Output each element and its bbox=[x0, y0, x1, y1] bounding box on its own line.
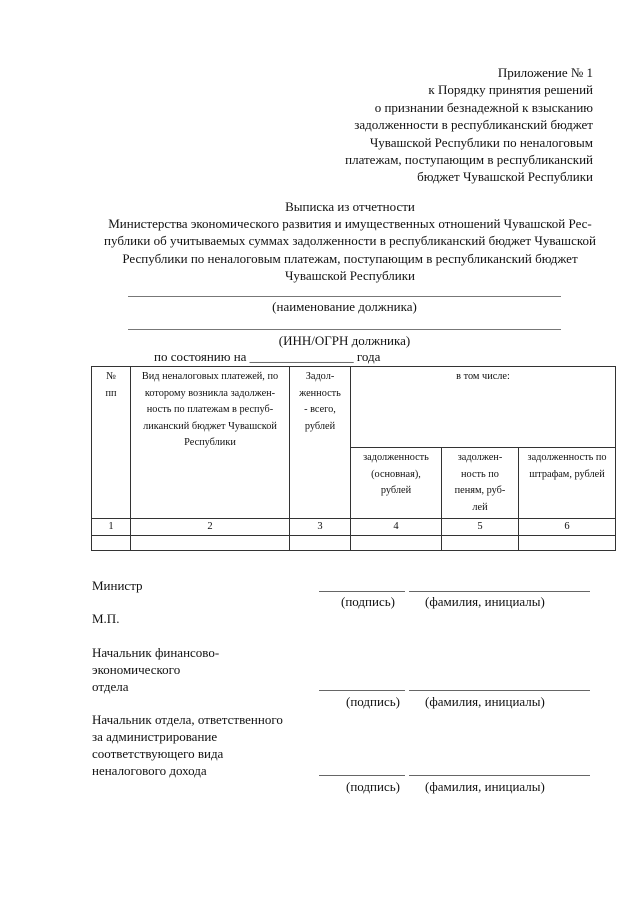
admin-head-signature-caption: (подпись) bbox=[346, 779, 400, 794]
table-cell[interactable] bbox=[519, 536, 616, 551]
column-number-row bbox=[92, 519, 616, 536]
appendix-line: платежам, поступающим в республиканский bbox=[345, 152, 593, 168]
header-cell-fine-debt bbox=[519, 448, 616, 519]
header-text: рублей bbox=[380, 485, 412, 496]
header-cell-including: в том числе: bbox=[351, 367, 616, 448]
header-text: № bbox=[106, 371, 116, 382]
finance-head-label bbox=[92, 644, 219, 695]
header-text: Вид неналоговых платежей, по bbox=[141, 371, 279, 382]
title-line: публики об учитываемых суммах задолженности в республиканский бюджет Чувашской bbox=[104, 233, 596, 249]
stamp-label: М.П. bbox=[92, 611, 120, 626]
table-cell[interactable] bbox=[290, 536, 351, 551]
document-title bbox=[80, 198, 620, 284]
minister-name-caption: (фамилия, инициалы) bbox=[425, 594, 545, 609]
header-text: штрафам, рублей bbox=[529, 468, 605, 480]
table-cell[interactable] bbox=[442, 536, 519, 551]
header-text: (основная), bbox=[371, 468, 421, 480]
label-line: Начальник финансово- bbox=[92, 645, 220, 660]
column-number: 2 bbox=[131, 519, 290, 536]
column-number: 3 bbox=[290, 519, 351, 536]
label-line: за администрирование bbox=[92, 729, 218, 744]
admin-head-name-line[interactable] bbox=[409, 775, 590, 776]
as-of-suffix: года bbox=[356, 349, 381, 364]
debtor-name-caption: (наименование должника) bbox=[272, 299, 417, 314]
appendix-line: Чувашской Республики по неналоговым bbox=[369, 134, 593, 150]
title-heading: Выписка из отчетности bbox=[285, 199, 415, 214]
as-of-prefix: по состоянию на bbox=[154, 349, 247, 364]
header-text: ликанский бюджет Чувашской bbox=[143, 420, 277, 432]
report-table bbox=[91, 366, 616, 551]
header-cell-main-debt bbox=[351, 448, 442, 519]
header-cell-payment-type bbox=[131, 367, 290, 519]
title-line: Республики по неналоговым платежам, поступающим в республиканский бюджет bbox=[122, 250, 578, 266]
header-cell-number bbox=[92, 367, 131, 519]
minister-signature-line[interactable] bbox=[319, 591, 405, 592]
debtor-name-line[interactable] bbox=[128, 296, 561, 297]
finance-head-name-line[interactable] bbox=[409, 690, 590, 691]
appendix-line: о признании безнадежной к взысканию bbox=[374, 99, 593, 115]
as-of-blank[interactable]: ________________ bbox=[249, 349, 354, 364]
debtor-inn-caption: (ИНН/ОГРН должника) bbox=[278, 333, 411, 348]
table-cell[interactable] bbox=[92, 536, 131, 551]
header-text: рублей bbox=[304, 420, 336, 432]
label-line: неналогового дохода bbox=[92, 763, 207, 778]
admin-head-label bbox=[92, 711, 283, 779]
table-cell[interactable] bbox=[351, 536, 442, 551]
header-text: которому возникла задолжен- bbox=[144, 387, 276, 399]
label-line: соответствующего вида bbox=[92, 746, 224, 761]
minister-signature-caption: (подпись) bbox=[341, 594, 395, 609]
header-text: задолженность bbox=[363, 452, 429, 463]
finance-head-signature-caption: (подпись) bbox=[346, 694, 400, 709]
minister-name-line[interactable] bbox=[409, 591, 590, 592]
finance-head-name-caption: (фамилия, инициалы) bbox=[425, 694, 545, 709]
header-text: лей bbox=[472, 501, 488, 513]
label-line: Начальник отдела, ответственного bbox=[92, 712, 283, 727]
appendix-line: бюджет Чувашской Республики bbox=[417, 169, 593, 185]
appendix-line: к Порядку принятия решений bbox=[428, 82, 593, 98]
table-row bbox=[92, 536, 616, 551]
finance-head-signature-line[interactable] bbox=[319, 690, 405, 691]
label-line: отдела bbox=[92, 679, 129, 694]
table-header-row bbox=[92, 367, 616, 448]
admin-head-name-caption: (фамилия, инициалы) bbox=[425, 779, 545, 794]
appendix-line: Приложение № 1 bbox=[497, 65, 593, 80]
minister-label: Министр bbox=[92, 578, 143, 593]
header-cell-penalty-debt bbox=[442, 448, 519, 519]
column-number: 1 bbox=[92, 519, 131, 536]
header-text: Республики bbox=[184, 437, 236, 448]
as-of-date bbox=[154, 349, 380, 365]
header-cell-total-debt bbox=[290, 367, 351, 519]
header-text: женность bbox=[299, 387, 341, 399]
header-text: пеням, руб- bbox=[454, 485, 506, 496]
column-number: 5 bbox=[442, 519, 519, 536]
appendix-header bbox=[345, 64, 593, 186]
header-text: ность по платежам в респуб- bbox=[146, 404, 274, 415]
debtor-inn-line[interactable] bbox=[128, 329, 561, 330]
column-number: 4 bbox=[351, 519, 442, 536]
title-line: Министерства экономического развития и имущественных отношений Чувашской Рес- bbox=[108, 216, 592, 232]
header-text: Задол- bbox=[305, 371, 335, 382]
title-line: Чувашской Республики bbox=[284, 267, 416, 283]
appendix-line: задолженности в республиканский бюджет bbox=[354, 117, 593, 133]
admin-head-signature-line[interactable] bbox=[319, 775, 405, 776]
label-line: экономического bbox=[92, 662, 181, 677]
header-text: задолженность по bbox=[527, 452, 607, 463]
header-text: - всего, bbox=[304, 404, 336, 415]
column-number: 6 bbox=[519, 519, 616, 536]
header-text: задолжен- bbox=[457, 452, 503, 463]
header-text: ность по bbox=[461, 468, 499, 480]
table-cell[interactable] bbox=[131, 536, 290, 551]
header-text: пп bbox=[105, 387, 117, 399]
